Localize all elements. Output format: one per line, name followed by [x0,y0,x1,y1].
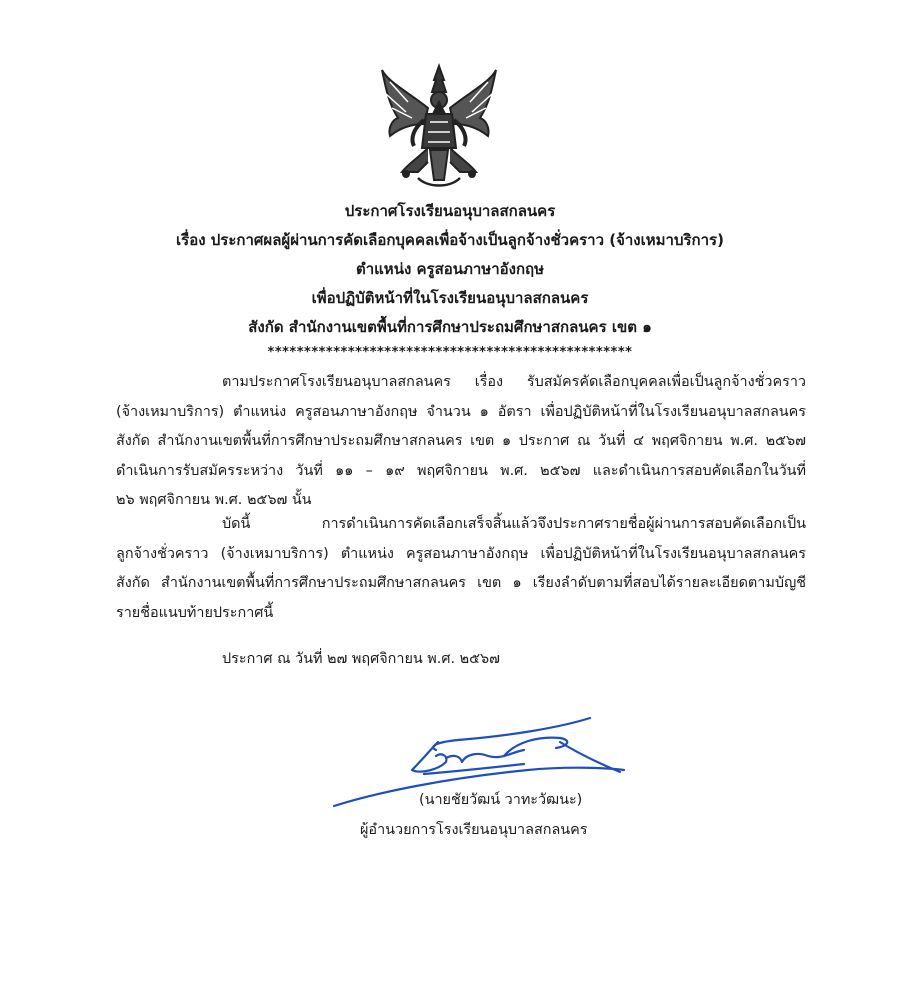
paragraph-line: ลูกจ้างชั่วคราว (จ้างเหมาบริการ) ตำแหน่ง ครูสอนภาษาอังกฤษ เพื่อปฏิบัติหน้าที่ในโรงเรียนอนุบาลสกลนคร [116,545,806,562]
header-title: ประกาศโรงเรียนอนุบาลสกลนคร [344,202,556,220]
garuda-emblem-icon [378,62,500,190]
header-purpose: เพื่อปฏิบัติหน้าที่ในโรงเรียนอนุบาลสกลนคร [311,289,589,307]
paragraph-result [116,510,806,628]
paragraph-background [116,368,806,516]
signer-position: ผู้อำนวยการโรงเรียนอนุบาลสกลนคร [360,822,588,838]
paragraph-line: สังกัด สำนักงานเขตพื้นที่การศึกษาประถมศึกษาสกลนคร เขต ๑ เรียงลำดับตามที่สอบได้รายละเอียดตามบัญชี [116,575,806,591]
announcement-header [120,197,780,362]
header-position: ตำแหน่ง ครูสอนภาษาอังกฤษ [355,260,545,278]
paragraph-line: สังกัด สำนักงานเขตพื้นที่การศึกษาประถมศึกษาสกลนคร เขต ๑ ประกาศ ณ วันที่ ๔ พฤศจิกายน พ.ศ. ๒๕๖๗ [116,433,806,449]
paragraph-line: รายชื่อแนบท้ายประกาศนี้ [116,604,274,621]
header-affiliation: สังกัด สำนักงานเขตพื้นที่การศึกษาประถมศึกษาสกลนคร เขต ๑ [248,318,652,336]
paragraph-line: ๒๖ พฤศจิกายน พ.ศ. ๒๕๖๗ นั้น [116,492,312,508]
paragraph-line: (จ้างเหมาบริการ) ตำแหน่ง ครูสอนภาษาอังกฤษ จำนวน ๑ อัตรา เพื่อปฏิบัติหน้าที่ในโรงเรียนอนุบาลสกลนคร [116,403,806,420]
signer-name: (นายชัยวัฒน์ วาทะวัฒนะ) [419,792,583,808]
announcement-date: ประกาศ ณ วันที่ ๒๗ พฤศจิกายน พ.ศ. ๒๕๖๗ [222,651,500,667]
header-divider: ************************************************** [267,345,633,360]
paragraph-line: บัดนี้ การดำเนินการคัดเลือกเสร็จสิ้นแล้วจึงประกาศรายชื่อผู้ผ่านการสอบคัดเลือกเป็น [222,516,806,532]
header-subject: เรื่อง ประกาศผลผู้ผ่านการคัดเลือกบุคคลเพื่อจ้างเป็นลูกจ้างชั่วคราว (จ้างเหมาบริการ) [176,231,724,249]
paragraph-line: ตามประกาศโรงเรียนอนุบาลสกลนคร เรื่อง รับสมัครคัดเลือกบุคคลเพื่อเป็นลูกจ้างชั่วคราว [222,374,806,390]
paragraph-line: ดำเนินการรับสมัครระหว่าง วันที่ ๑๑ – ๑๙ พฤศจิกายน พ.ศ. ๒๕๖๗ และดำเนินการสอบคัดเลือกในวันที่ [116,462,806,479]
